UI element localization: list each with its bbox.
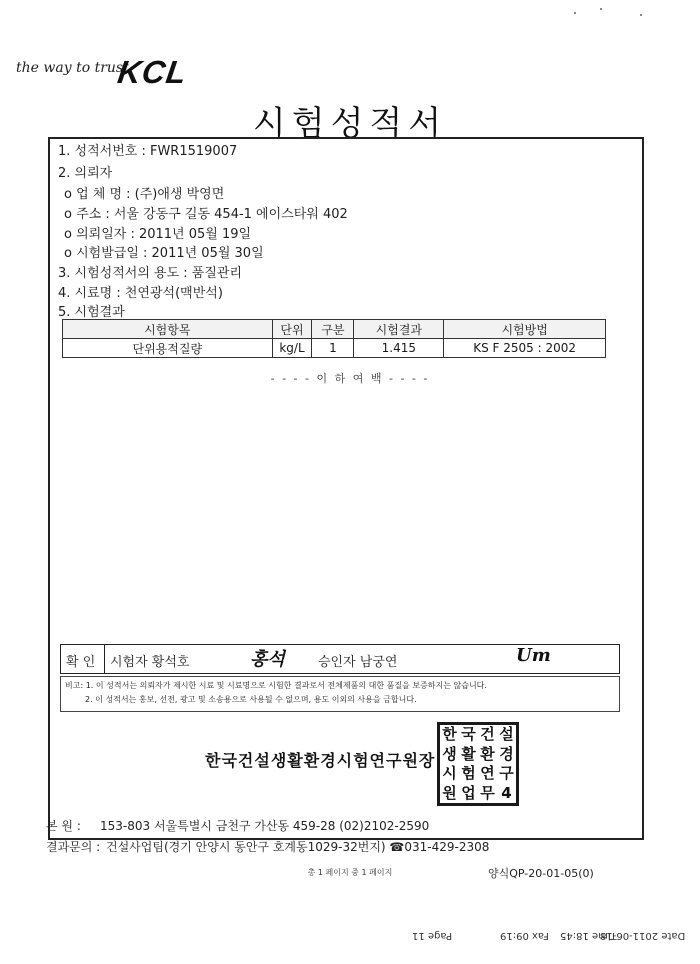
notes-box	[60, 676, 620, 712]
official-seal	[437, 722, 519, 806]
tester-label: 시험자 황석호	[110, 655, 190, 670]
issue-date: o 시험발급일 : 2011년 05월 30일	[64, 246, 264, 261]
scan-speck	[600, 8, 602, 10]
brand-tagline: the way to trust	[16, 60, 129, 76]
client-heading: 2. 의뢰자	[58, 166, 113, 181]
signature-divider	[104, 644, 105, 674]
results-heading: 5. 시험결과	[58, 305, 125, 320]
seal-char: 구	[499, 764, 514, 782]
approver-signature: Um	[516, 645, 551, 666]
request-date: o 의뢰일자 : 2011년 05월 19일	[64, 227, 252, 242]
seal-char: 원	[442, 783, 457, 802]
tester-signature: 홍석	[250, 649, 285, 670]
header-method: 시험방법	[444, 320, 606, 339]
seal-char: 시	[442, 764, 457, 782]
contact-address: 건설사업팀(경기 안양시 동안구 호계동1029-32번지) ☎031-429-2308	[106, 840, 490, 854]
seal-char: 활	[461, 744, 476, 763]
cell-unit: kg/L	[272, 339, 312, 358]
seal-char: 연	[480, 764, 495, 782]
client-address: o 주소 : 서울 강동구 길동 454-1 에이스타워 402	[64, 207, 348, 222]
cell-category: 1	[312, 339, 354, 358]
seal-char: 설	[499, 725, 514, 743]
header-unit: 단위	[272, 320, 312, 339]
seal-char: 험	[461, 764, 476, 782]
scan-speck	[640, 14, 642, 16]
form-number: 양식QP-20-01-05(0)	[488, 867, 594, 880]
seal-char: 무	[480, 783, 495, 802]
fax-date: Date 2011-06-18	[600, 930, 686, 941]
cell-result: 1.415	[354, 339, 444, 358]
seal-char: 경	[499, 744, 514, 763]
seal-char: 4	[501, 783, 512, 802]
header-result: 시험결과	[354, 320, 444, 339]
seal-char: 한	[442, 725, 457, 743]
issuer-name: 한국건설생활환경시험연구원장	[205, 751, 436, 770]
document-title: 시험성적서	[252, 104, 448, 144]
fax-page: Page 11	[412, 930, 453, 941]
speck	[50, 812, 52, 814]
cert-number: 1. 성적서번호 : FWR1519007	[58, 144, 238, 159]
hq-label: 본 원 :	[46, 819, 81, 833]
results-header-row	[63, 320, 606, 339]
fax-time: Time 18:45	[560, 930, 617, 941]
seal-char: 건	[480, 725, 495, 743]
note-line-1: 비고: 1. 이 성적서는 의뢰자가 제시한 시료 및 시료명으로 시험한 결과로서 전체제품의 대한 품질을 보증하지는 않습니다.	[65, 681, 487, 690]
cell-method: KS F 2505 : 2002	[444, 339, 606, 358]
fax-number: Fax 09:19	[500, 930, 549, 941]
sample-name: 4. 시료명 : 천연광석(맥반석)	[58, 286, 223, 301]
contact-label: 결과문의 :	[46, 840, 101, 854]
approver-label: 승인자 남궁연	[318, 655, 398, 670]
hq-address: 153-803 서울특별시 금천구 가산동 459-28 (02)2102-2590	[100, 819, 430, 833]
table-row	[63, 339, 606, 358]
company-name: o 업 체 명 : (주)애생 박영면	[64, 187, 225, 202]
header-category: 구분	[312, 320, 354, 339]
seal-char: 환	[480, 744, 495, 763]
below-blank-marker: - - - - 이 하 여 백 - - - -	[270, 372, 430, 385]
page-indicator: 총 1 페이지 중 1 페이지	[307, 868, 393, 877]
seal-char: 국	[461, 725, 476, 743]
seal-char: 업	[461, 783, 476, 802]
results-table	[62, 319, 606, 358]
note-line-2: 2. 이 성적서는 홍보, 선전, 광고 및 소송용으로 사용될 수 없으며, 용도 이외의 사용을 금합니다.	[85, 695, 417, 704]
seal-char: 생	[442, 744, 457, 763]
header-test-item: 시험항목	[63, 320, 273, 339]
scan-speck	[574, 12, 576, 14]
kcl-logo: KCL	[115, 54, 190, 90]
cell-test-item: 단위용적질량	[63, 339, 273, 358]
confirm-label: 확 인	[66, 655, 96, 670]
report-purpose: 3. 시험성적서의 용도 : 품질관리	[58, 266, 243, 281]
